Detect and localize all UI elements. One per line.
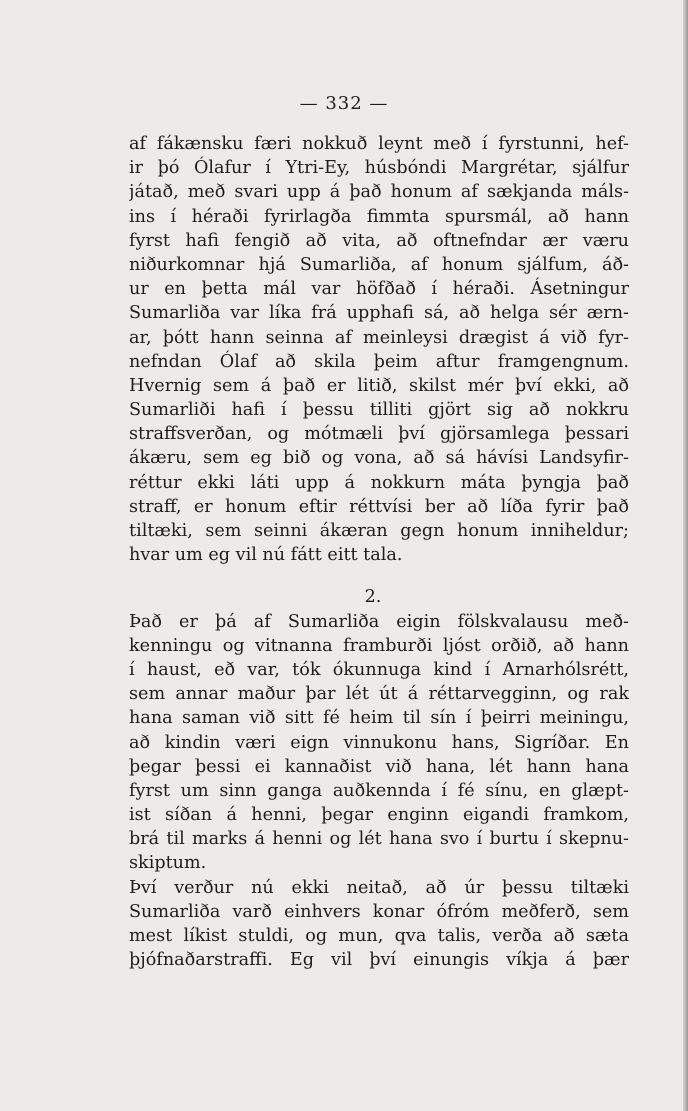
text-line: þegar þessi ei kannaðist við hana, lét hann hana [129, 756, 629, 777]
text-line: hvar um eg vil nú fátt eitt tala. [129, 545, 403, 566]
text-line: réttur ekki láti upp á nokkurn máta þyngja það [129, 472, 629, 493]
text-line: ur en þetta mál var höfðað í héraði. Ásetningur [129, 279, 629, 300]
text-line: kenningu og vitnanna framburði ljóst orðið, að hann [129, 635, 629, 656]
text-line: Sumarliða var líka frá upphafi sá, að helga sér ærn- [129, 303, 629, 324]
text-line: nefndan Ólaf að skila þeim aftur framgengnum. [129, 351, 629, 372]
text-line: játað, með svari upp á það honum af sækjanda máls- [129, 182, 629, 203]
text-line: tiltæki, sem seinni ákæran gegn honum inniheldur; [129, 521, 629, 541]
page-number: — 332 — [299, 93, 389, 114]
text-line: straffsverðan, og mótmæli því gjörsamlega þessari [129, 424, 629, 445]
text-line: Það er þá af Sumarliða eigin fölskvalausu með- [129, 611, 629, 632]
paragraph-1 [129, 132, 629, 567]
text-line: að kindin væri eign vinnukonu hans, Sigríðar. En [129, 732, 629, 753]
paragraph-3 [129, 876, 629, 973]
text-line: ir þó Ólafur í Ytri-Ey, húsbóndi Margrétar, sjálfur [129, 158, 629, 179]
text-line: sem annar maður þar lét út á réttarvegginn, og rak [129, 684, 629, 705]
text-line: Því verður nú ekki neitað, að úr þessu tiltæki [129, 877, 629, 898]
paragraph-2 [129, 610, 629, 876]
text-line: hana saman við sitt fé heim til sín í þeirri meiningu, [129, 708, 629, 729]
text-line: skiptum. [129, 853, 207, 874]
text-line: fyrst hafi fengið að vita, að oftnefndar ær væru [129, 230, 629, 251]
section-number: 2. [364, 587, 382, 608]
text-line: Hvernig sem á það er litið, skilst mér því ekki, að [129, 375, 629, 396]
text-line: fyrst um sinn ganga auðkennda í fé sínu, en glæpt- [129, 780, 629, 801]
text-line: í haust, eð var, tók ókunnuga kind í Arnarhólsrétt, [129, 659, 629, 680]
text-line: Sumarliði hafi í þessu tilliti gjört sig að nokkru [129, 400, 629, 421]
text-line: niðurkomnar hjá Sumarliða, af honum sjálfum, áð- [129, 254, 629, 275]
text-line: mest líkist stuldi, og mun, qva talis, verða að sæta [129, 926, 629, 946]
text-line: þjófnaðarstraffi. Eg vil því einungis víkja á þær [129, 950, 629, 971]
text-line: ar, þótt hann seinna af meinleysi drægist á við fyr- [129, 327, 629, 348]
text-line: ákæru, sem eg bið og vona, að sá hávísi Landsyfir- [129, 448, 629, 469]
body-text [129, 132, 629, 972]
text-line: ist síðan á henni, þegar enginn eigandi framkom, [129, 805, 629, 826]
text-line: ins í héraði fyrirlagða fimmta spursmál, að hann [129, 206, 629, 227]
text-line: Sumarliða varð einhvers konar ófróm meðferð, sem [129, 901, 629, 922]
text-line: brá til marks á henni og lét hana svo í burtu í skepnu- [129, 829, 629, 850]
text-line: af fákænsku færi nokkuð leynt með í fyrstunni, hef- [129, 134, 629, 154]
text-line: straff, er honum eftir réttvísi ber að líða fyrir það [129, 496, 629, 517]
page-edge-shadow [683, 0, 688, 1111]
